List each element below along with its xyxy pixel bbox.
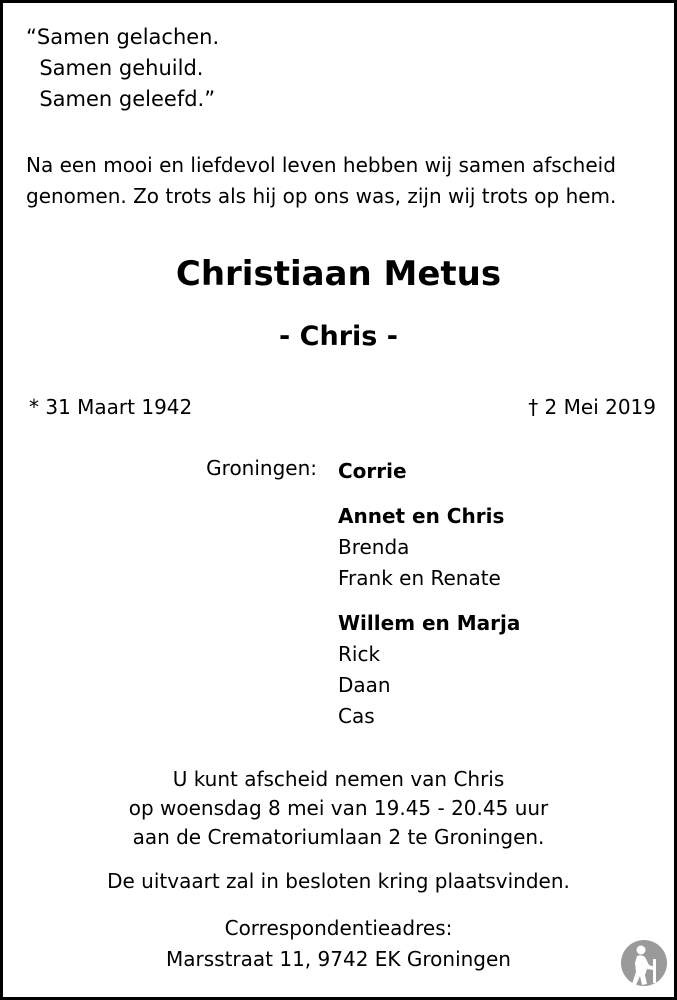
farewell-info [3, 765, 674, 852]
family-member: Frank en Renate [338, 566, 501, 590]
poem-line: Samen geleefd.” [26, 87, 216, 111]
death-date: † 2 Mei 2019 [528, 395, 656, 419]
correspondence-address: Marsstraat 11, 9742 EK Groningen [166, 947, 511, 971]
correspondence [3, 913, 674, 975]
family-group-1 [338, 501, 520, 594]
intro-line: genomen. Zo trots als hij op ons was, zijn wij trots op hem. [26, 184, 617, 208]
family-group-spouse [338, 456, 520, 487]
poem-line: “Samen gelachen. [26, 25, 220, 49]
family-group-2 [338, 608, 520, 732]
funeral-note: De uitvaart zal in besloten kring plaatsvinden. [107, 869, 570, 893]
family-city: Groningen: [206, 456, 317, 480]
family-member: Brenda [338, 535, 410, 559]
family-list [338, 456, 520, 746]
poem-line: Samen gehuild. [26, 56, 204, 80]
family-group-head: Willem en Marja [338, 611, 521, 635]
intro-line: Na een mooi en liefdevol leven hebben wij samen afscheid [26, 153, 616, 177]
poem [26, 22, 219, 115]
deceased-name: Christiaan Metus [175, 254, 502, 294]
family-member: Rick [338, 642, 381, 666]
mourning-figure-icon [620, 939, 668, 987]
deceased-nickname: - Chris - [279, 321, 398, 352]
correspondence-label: Correspondentieadres: [224, 916, 453, 940]
farewell-line: U kunt afscheid nemen van Chris [172, 767, 505, 791]
farewell-line: aan de Crematoriumlaan 2 te Groningen. [132, 825, 545, 849]
family-group-head: Annet en Chris [338, 504, 505, 528]
birth-date: * 31 Maart 1942 [29, 395, 193, 419]
family-member: Cas [338, 704, 375, 728]
farewell-line: op woensdag 8 mei van 19.45 - 20.45 uur [128, 796, 549, 820]
spouse-name: Corrie [338, 459, 407, 483]
intro-text [26, 150, 616, 212]
family-member: Daan [338, 673, 391, 697]
